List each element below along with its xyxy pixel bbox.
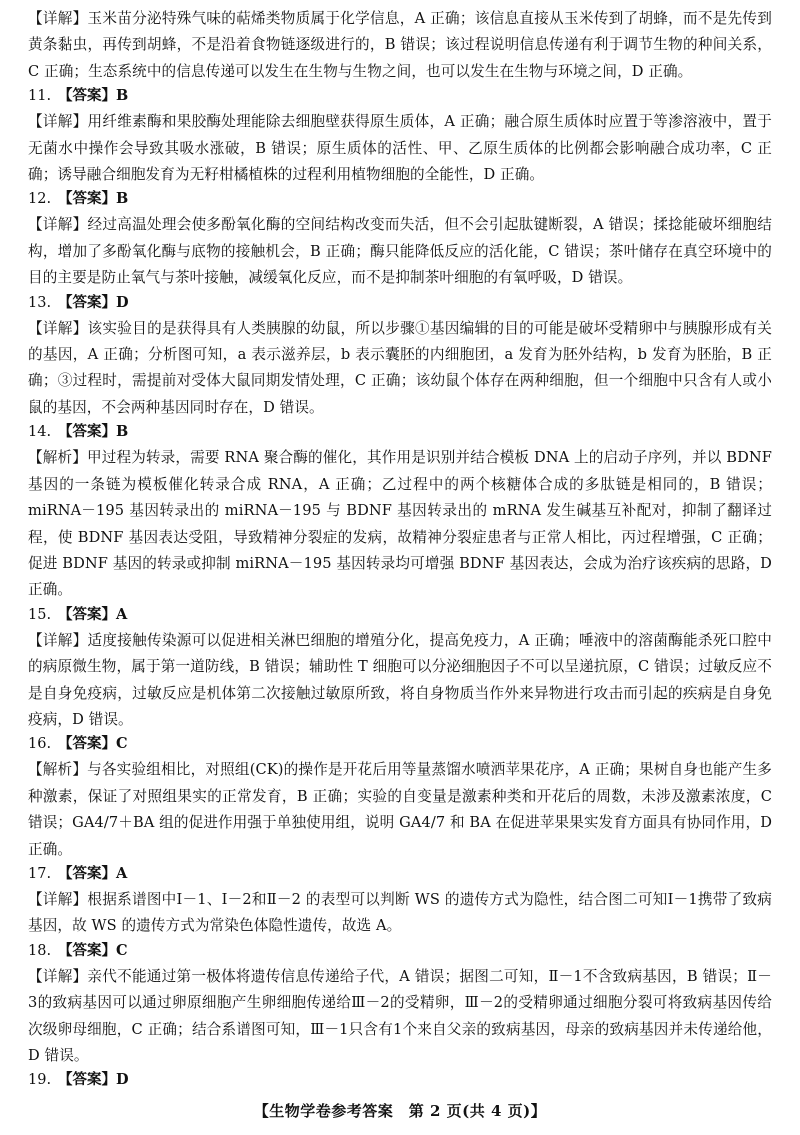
item-17-detail: 【详解】根据系谱图中Ⅰ－1、Ⅰ－2和Ⅱ－2 的表型可以判断 WS 的遗传方式为隐性，结合图二可知Ⅰ－1携带了致病基因，故 WS 的遗传方式为常染色体隐性遗传，故选 A。 [28,890,772,935]
item-11-answer [28,85,772,109]
item-number: 18. [28,942,52,959]
item-number: 19. [28,1072,52,1089]
answer-label: 【答案】D [58,293,129,311]
item-19-answer [28,1069,772,1093]
item-16-detail: 【解析】与各实验组相比，对照组(CK)的操作是开花后用等量蒸馏水喷洒苹果花序，A 正确；果树自身也能产生多种激素，保证了对照组果实的正常发育，B 正确；实验的自变量是激素种类和开花后的周数，未涉及激素浓度，C 错误；GA4/7＋BA 组的促进作用强于单独使用组，说明 GA4/7 和 BA 在促进苹果果实发育方面具有协同作用，D 正确。 [28,761,772,858]
item-number: 17. [28,865,52,882]
answer-label: 【答案】B [58,423,129,441]
item-14-answer [28,421,772,445]
item-number: 13. [28,294,52,311]
answer-label: 【答案】B [58,87,129,105]
item-18-answer [28,940,772,964]
page-footer: 【生物学卷参考答案 第 2 页(共 4 页)】 [253,1102,547,1120]
item-14-detail: 【解析】甲过程为转录，需要 RNA 聚合酶的催化，其作用是识别并结合模板 DNA 上的启动子序列，并以 BDNF 基因的一条链为模板催化转录合成 RNA，A 正确；乙过程中的两个核糖体合成的多肽链是相同的，B 错误；miRNA－195 基因转录出的 miRNA－195 与 BDNF 基因转录出的 mRNA 发生碱基互补配对，抑制了翻译过程，使 BDNF 基因表达受阻，导致精神分裂症的发病，故精神分裂症患者与正常人相比，丙过程增强，C 正确；促进 BDNF 基因的转录或抑制 miRNA－195 基因转录均可增强 BDNF 基因表达，会成为治疗该疾病的思路，D 正确。 [28,449,772,599]
item-16-answer [28,733,772,757]
item-13-detail: 【详解】该实验目的是获得具有人类胰腺的幼鼠，所以步骤①基因编辑的目的可能是破坏受精卵中与胰腺形成有关的基因，A 正确；分析图可知，a 表示滋养层，b 表示囊胚的内细胞团，a 发育为胚外结构，b 发育为胚胎，B 正确；③过程时，需提前对受体大鼠同期发情处理，C 正确；该幼鼠个体存在两种细胞，但一个细胞中只含有人或小鼠的基因，不会两种基因同时存在，D 错误。 [28,319,772,416]
answer-label: 【答案】C [58,941,128,959]
item-number: 16. [28,736,52,753]
item-18-detail: 【详解】亲代不能通过第一极体将遗传信息传递给子代，A 错误；据图二可知，Ⅱ－1不含致病基因，B 错误；Ⅱ－3的致病基因可以通过卵原细胞产生卵细胞传递给Ⅲ－2的受精卵，Ⅲ－2的受精卵通过细胞分裂可将致病基因传给次级卵母细胞，C 正确；结合系谱图可知，Ⅲ－1只含有1个来自父亲的致病基因，母亲的致病基因并未传递给他，D 错误。 [28,967,772,1064]
item-number: 14. [28,424,52,441]
item-number: 11. [28,88,52,105]
item-number: 15. [28,606,52,623]
answer-label: 【答案】D [58,1071,129,1089]
item-10-detail: 【详解】玉米苗分泌特殊气味的萜烯类物质属于化学信息，A 正确；该信息直接从玉米传到了胡蜂，而不是先传到黄条黏虫，再传到胡蜂，不是沿着食物链逐级进行的，B 错误；该过程说明信息传递有利于调节生物的种间关系，C 正确；生态系统中的信息传递可以发生在生物与生物之间，也可以发生在生物与环境之间，D 正确。 [28,10,772,80]
item-15-detail: 【详解】适度接触传染源可以促进相关淋巴细胞的增殖分化，提高免疫力，A 正确；唾液中的溶菌酶能杀死口腔中的病原微生物，属于第一道防线，B 错误；辅助性 T 细胞可以分泌细胞因子不可以呈递抗原，C 错误；过敏反应不是自身免疫病，过敏反应是机体第二次接触过敏原所致，将自身物质当作外来异物进行攻击而引起的疾病是自身免疫病，D 错误。 [28,631,772,728]
item-12-answer [28,188,772,212]
item-11-detail: 【详解】用纤维素酶和果胶酶处理能除去细胞壁获得原生质体，A 正确；融合原生质体时应置于等渗溶液中，置于无菌水中操作会导致其吸水涨破，B 错误；原生质体的活性、甲、乙原生质体的比例都会影响融合成功率，C 正确；诱导融合细胞发育为无籽柑橘植株的过程利用植物细胞的全能性，D 正确。 [28,113,772,184]
answer-label: 【答案】B [58,190,129,208]
answer-label: 【答案】A [58,864,128,882]
item-15-answer [28,604,772,628]
answer-label: 【答案】C [58,735,128,753]
answer-label: 【答案】A [58,605,128,623]
item-13-answer [28,292,772,316]
item-17-answer [28,863,772,887]
item-number: 12. [28,191,52,208]
item-12-detail: 【详解】经过高温处理会使多酚氧化酶的空间结构改变而失活，但不会引起肽键断裂，A 错误；揉捻能破坏细胞结构，增加了多酚氧化酶与底物的接触机会，B 正确；酶只能降低反应的活化能，C 错误；茶叶储存在真空环境中的目的主要是防止氧气与茶叶接触，减缓氧化反应，而不是抑制茶叶细胞的有氧呼吸，D 错误。 [28,216,772,287]
